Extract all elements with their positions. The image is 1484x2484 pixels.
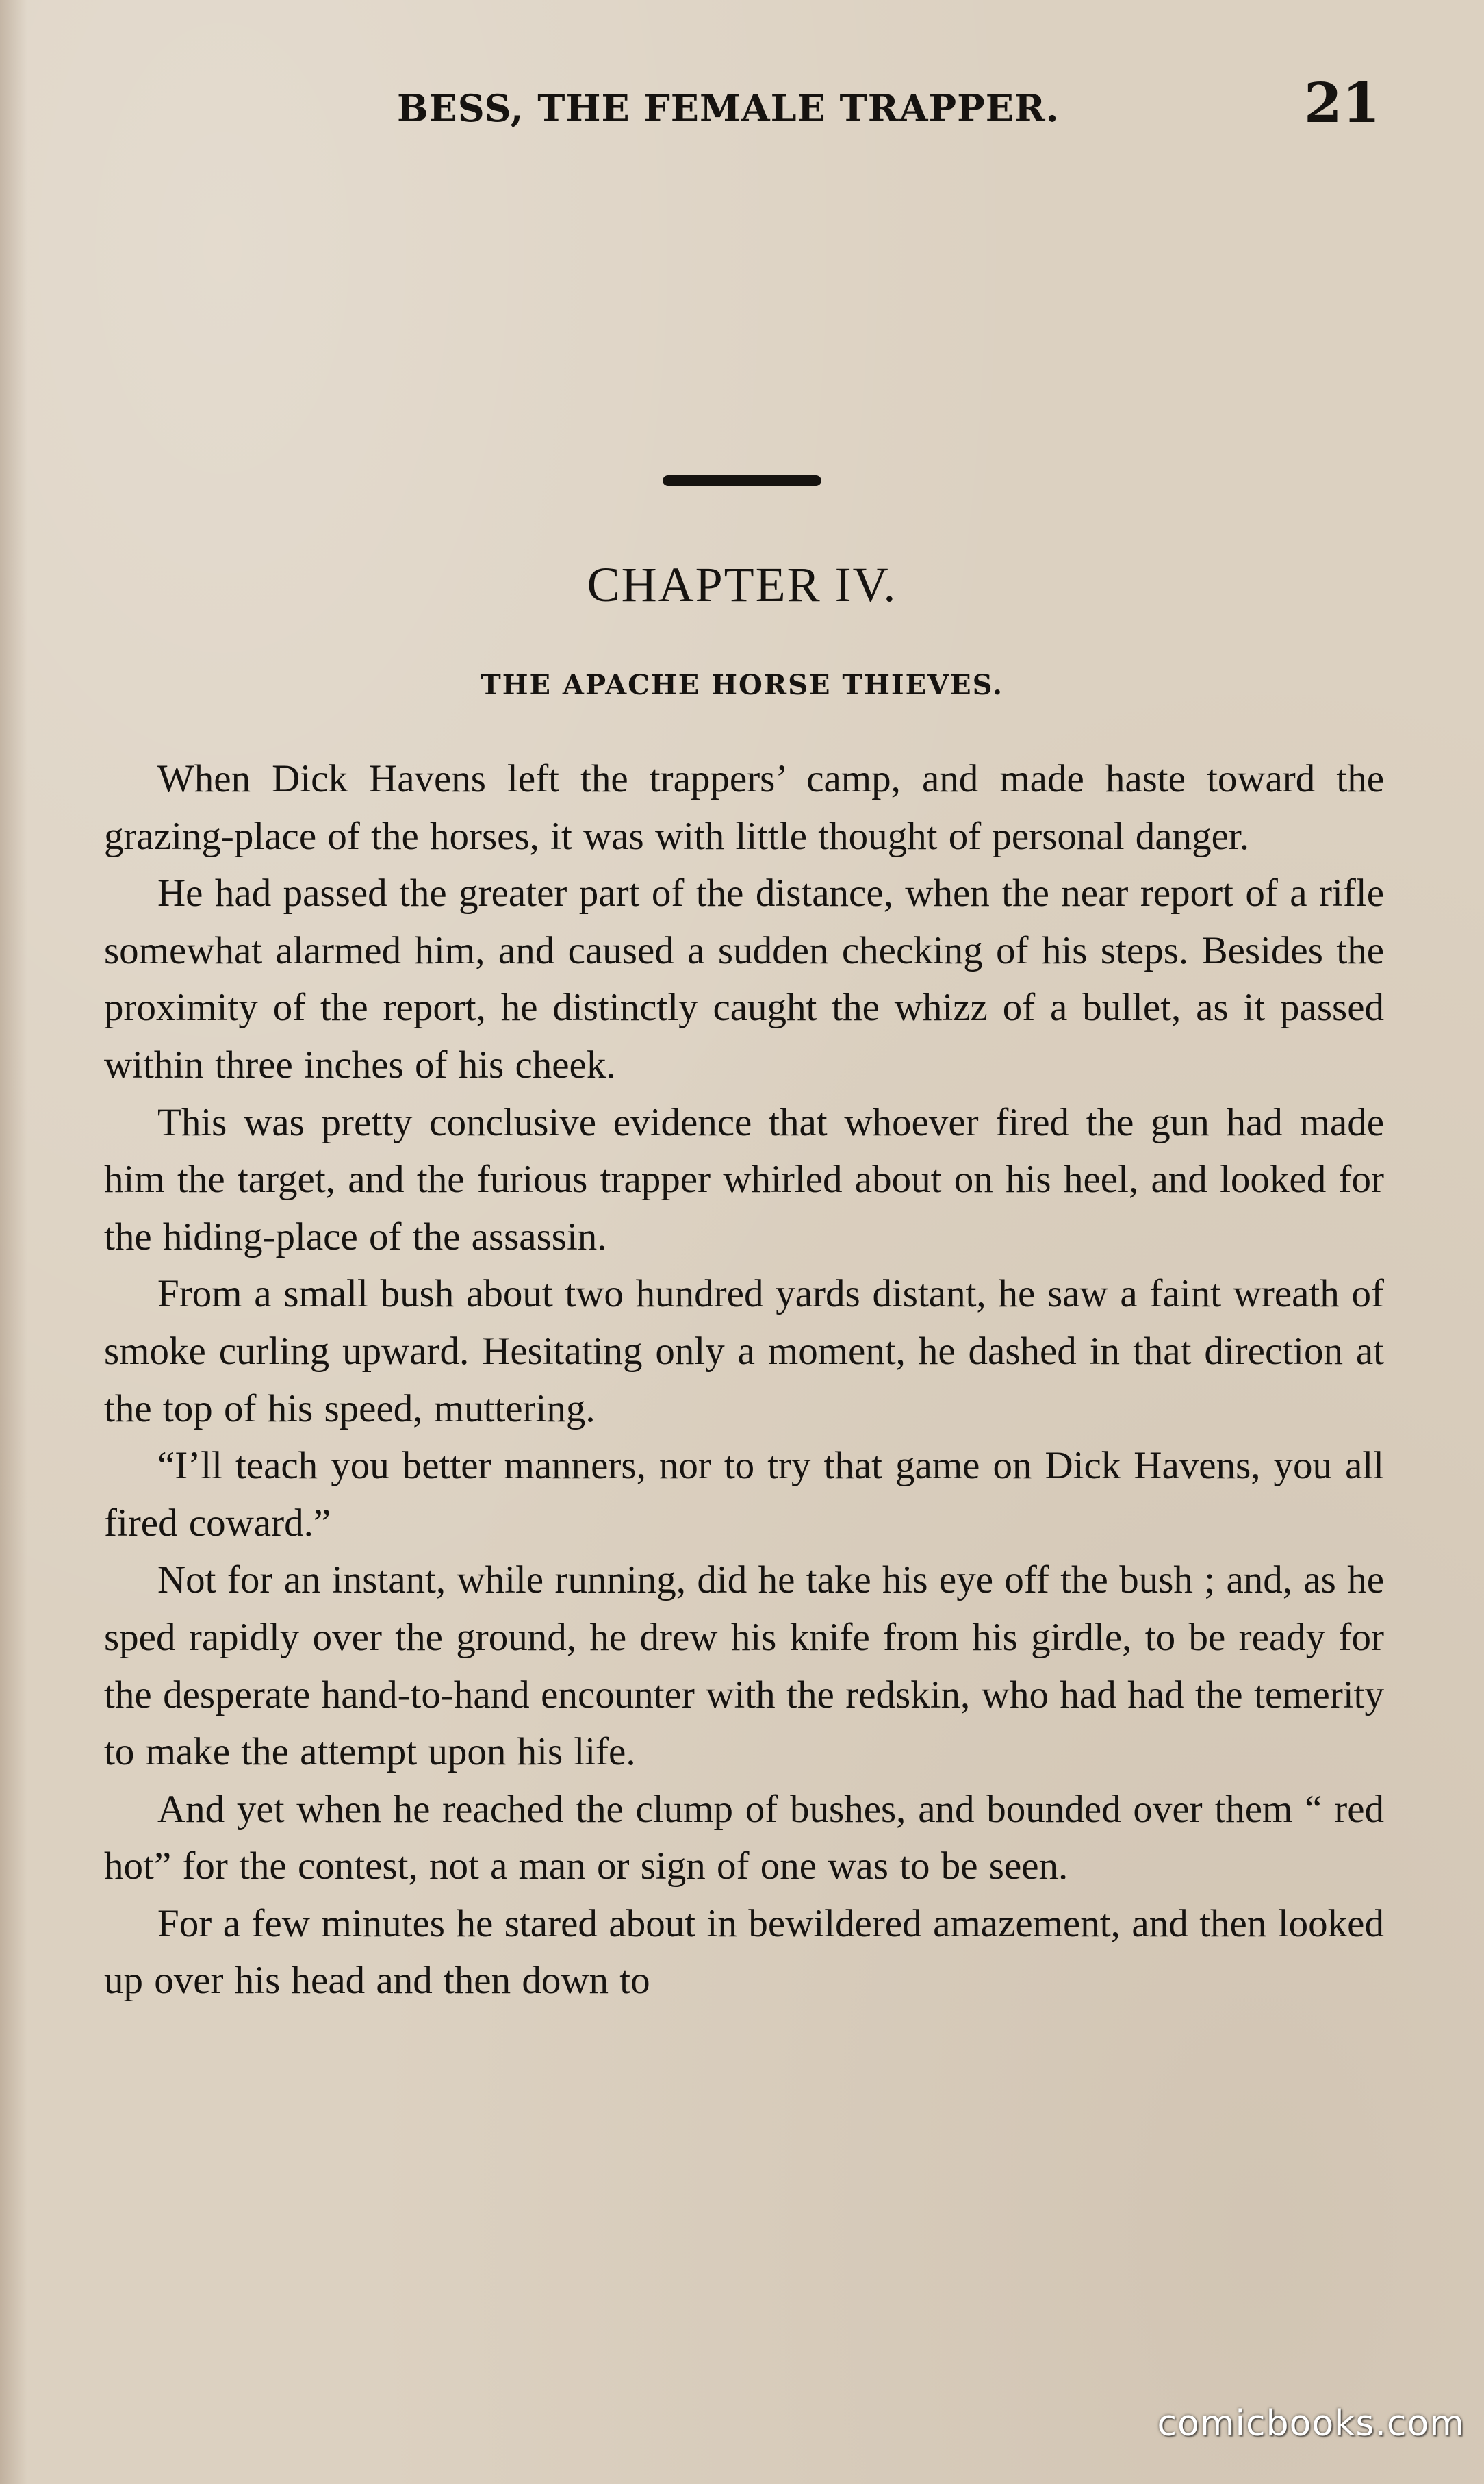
watermark-text: comicbooks.com [1157,2403,1465,2444]
paragraph-5: “I’ll teach you better manners, nor to try that game on Dick Havens, you all fired coward.” [104,1444,1384,1545]
chapter-subtitle: THE APACHE HORSE THIEVES. [480,669,1004,701]
paragraph-8: For a few minutes he stared about in bewildered amazement, and then looked up over his head and then down to [104,1901,1384,2003]
running-head-title: BESS, THE FEMALE TRAPPER. [397,86,1060,130]
chapter-title: CHAPTER IV. [587,557,897,612]
page-number: 21 [1304,71,1381,135]
chapter-ornament-rule [663,475,821,486]
paragraph-4: From a small bush about two hundred yards distant, he saw a faint wreath of smoke curling upward. Hesitating only a moment, he dashed in that direction at the top of his speed, muttering. [104,1272,1384,1430]
paragraph-1: When Dick Havens left the trappers’ camp, and made haste toward the grazing-place of the horses, it was with little thought of personal danger. [104,757,1384,858]
paragraph-3: This was pretty conclusive evidence that whoever fired the gun had made him the target, and the furious trapper whirled about on his heel, and looked for the hiding-place of the assassin. [104,1100,1384,1258]
paragraph-6: Not for an instant, while running, did he take his eye off the bush ; and, as he sped rapidly over the ground, he drew his knife from his girdle, to be ready for the desperate hand-to-hand encounter with the redskin, who had had the temerity to make the attempt upon his life. [104,1558,1384,1774]
paragraph-7: And yet when he reached the clump of bushes, and bounded over them “ red hot” for the contest, not a man or sign of one was to be seen. [104,1787,1384,1888]
page-shadow-edge [0,0,27,2484]
body-text [104,750,1384,2339]
paragraph-2: He had passed the greater part of the distance, when the near report of a rifle somewhat alarmed him, and caused a sudden checking of his steps. Besides the proximity of the report, he distinctly caught the whizz of a bullet, as it passed within three inches of his cheek. [104,872,1384,1087]
